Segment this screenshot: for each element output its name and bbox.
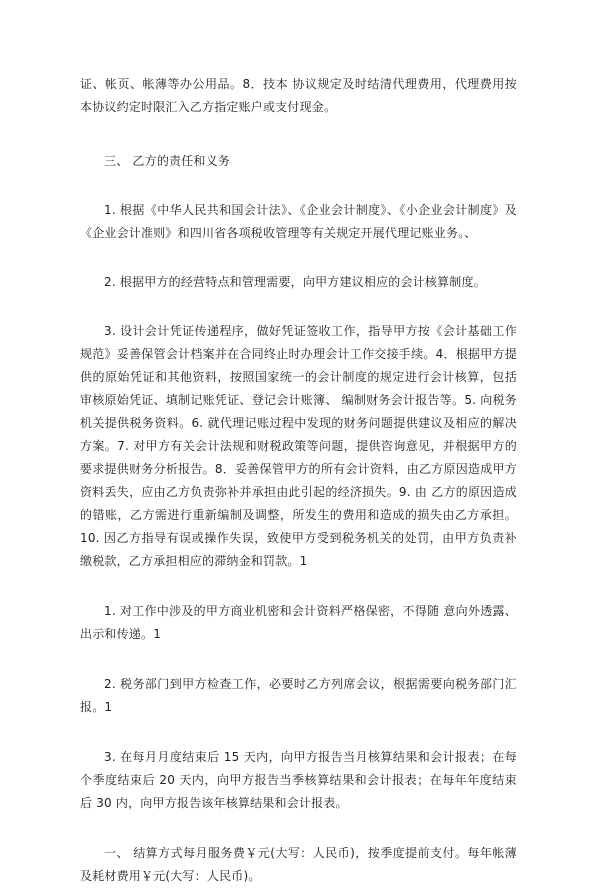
paragraph-item-2: 2. 根据甲方的经营特点和管理需要，向甲方建议相应的会计核算制度。 <box>104 275 486 289</box>
paragraph-tax-inspection: 2. 税务部门到甲方检查工作，必要时乙方列席会议，根据需要向税务部门汇报。1 <box>80 677 517 714</box>
paragraph-reporting: 3. 在每月月度结束后 15 天内，向甲方报告当月核算结果和会计报表；在每个季度结束后 20 天内，向甲方报告当季核算结果和会计报表；在每年年度结束后 30 内，向甲方报告该年核算结果和会计报表。 <box>80 750 517 810</box>
paragraph-item-3: 3. 设计会计凭证传递程序，做好凭证签收工作，指导甲方按《会计基础工作规范》妥善保管会计档案并在合同终止时办理会计工作交接手续。4．根据甲方提供的原始凭证和其他资料，按照国家统一的会计制度的规定进行会计核算，包括审核原始凭证、填制记账凭证、登记会计账簿、 编制财务会计报告等。5. 向税务机关提供税务资料。6. 就代理记账过程中发现的财务问题提供建议及相应的解决方案。7. 对甲方有关会计法规和财税政策等问题，提供咨询意见，并根据甲方的要求提供财务分析报告。8．妥善保管甲方的所有会计资料，由乙方原因造成甲方资料丢失，应由乙方负责弥补并承担由此引起的经济损失。9. 由 乙方的原因造成的错账，乙方需进行重新编制及调整，所发生的费用和造成的损失由乙方承担。10. 因乙方指导有误或操作失误，致使甲方受到税务机关的处罚，由甲方负责补缴税款，乙方承担相应的滞纳金和罚款。1 <box>80 324 517 568</box>
section-heading-party-b-duties: 三、 乙方的责任和义务 <box>104 154 231 168</box>
paragraph-item-1: 1. 根据《中华人民共和国会计法》、《企业会计制度》、《小企业会计制度》及《企业会计准则》和四川省各项税收管理等有关规定开展代理记账业务。、 <box>80 203 517 240</box>
section-heading-settlement: 一、 结算方式每月服务费￥元(大写：人民币)，按季度提前支付。每年帐薄及耗材费用￥元(大写：人民币)。 <box>80 846 517 883</box>
paragraph-continuation: 证、帐页、帐薄等办公用品。8．技本 协议规定及时结清代理费用，代理费用按本协议约定时限汇入乙方指定账户或支付现金。 <box>80 77 517 114</box>
paragraph-confidentiality: 1. 对工作中涉及的甲方商业机密和会计资料严格保密，不得随 意向外透露、出示和传递。1 <box>80 604 517 641</box>
